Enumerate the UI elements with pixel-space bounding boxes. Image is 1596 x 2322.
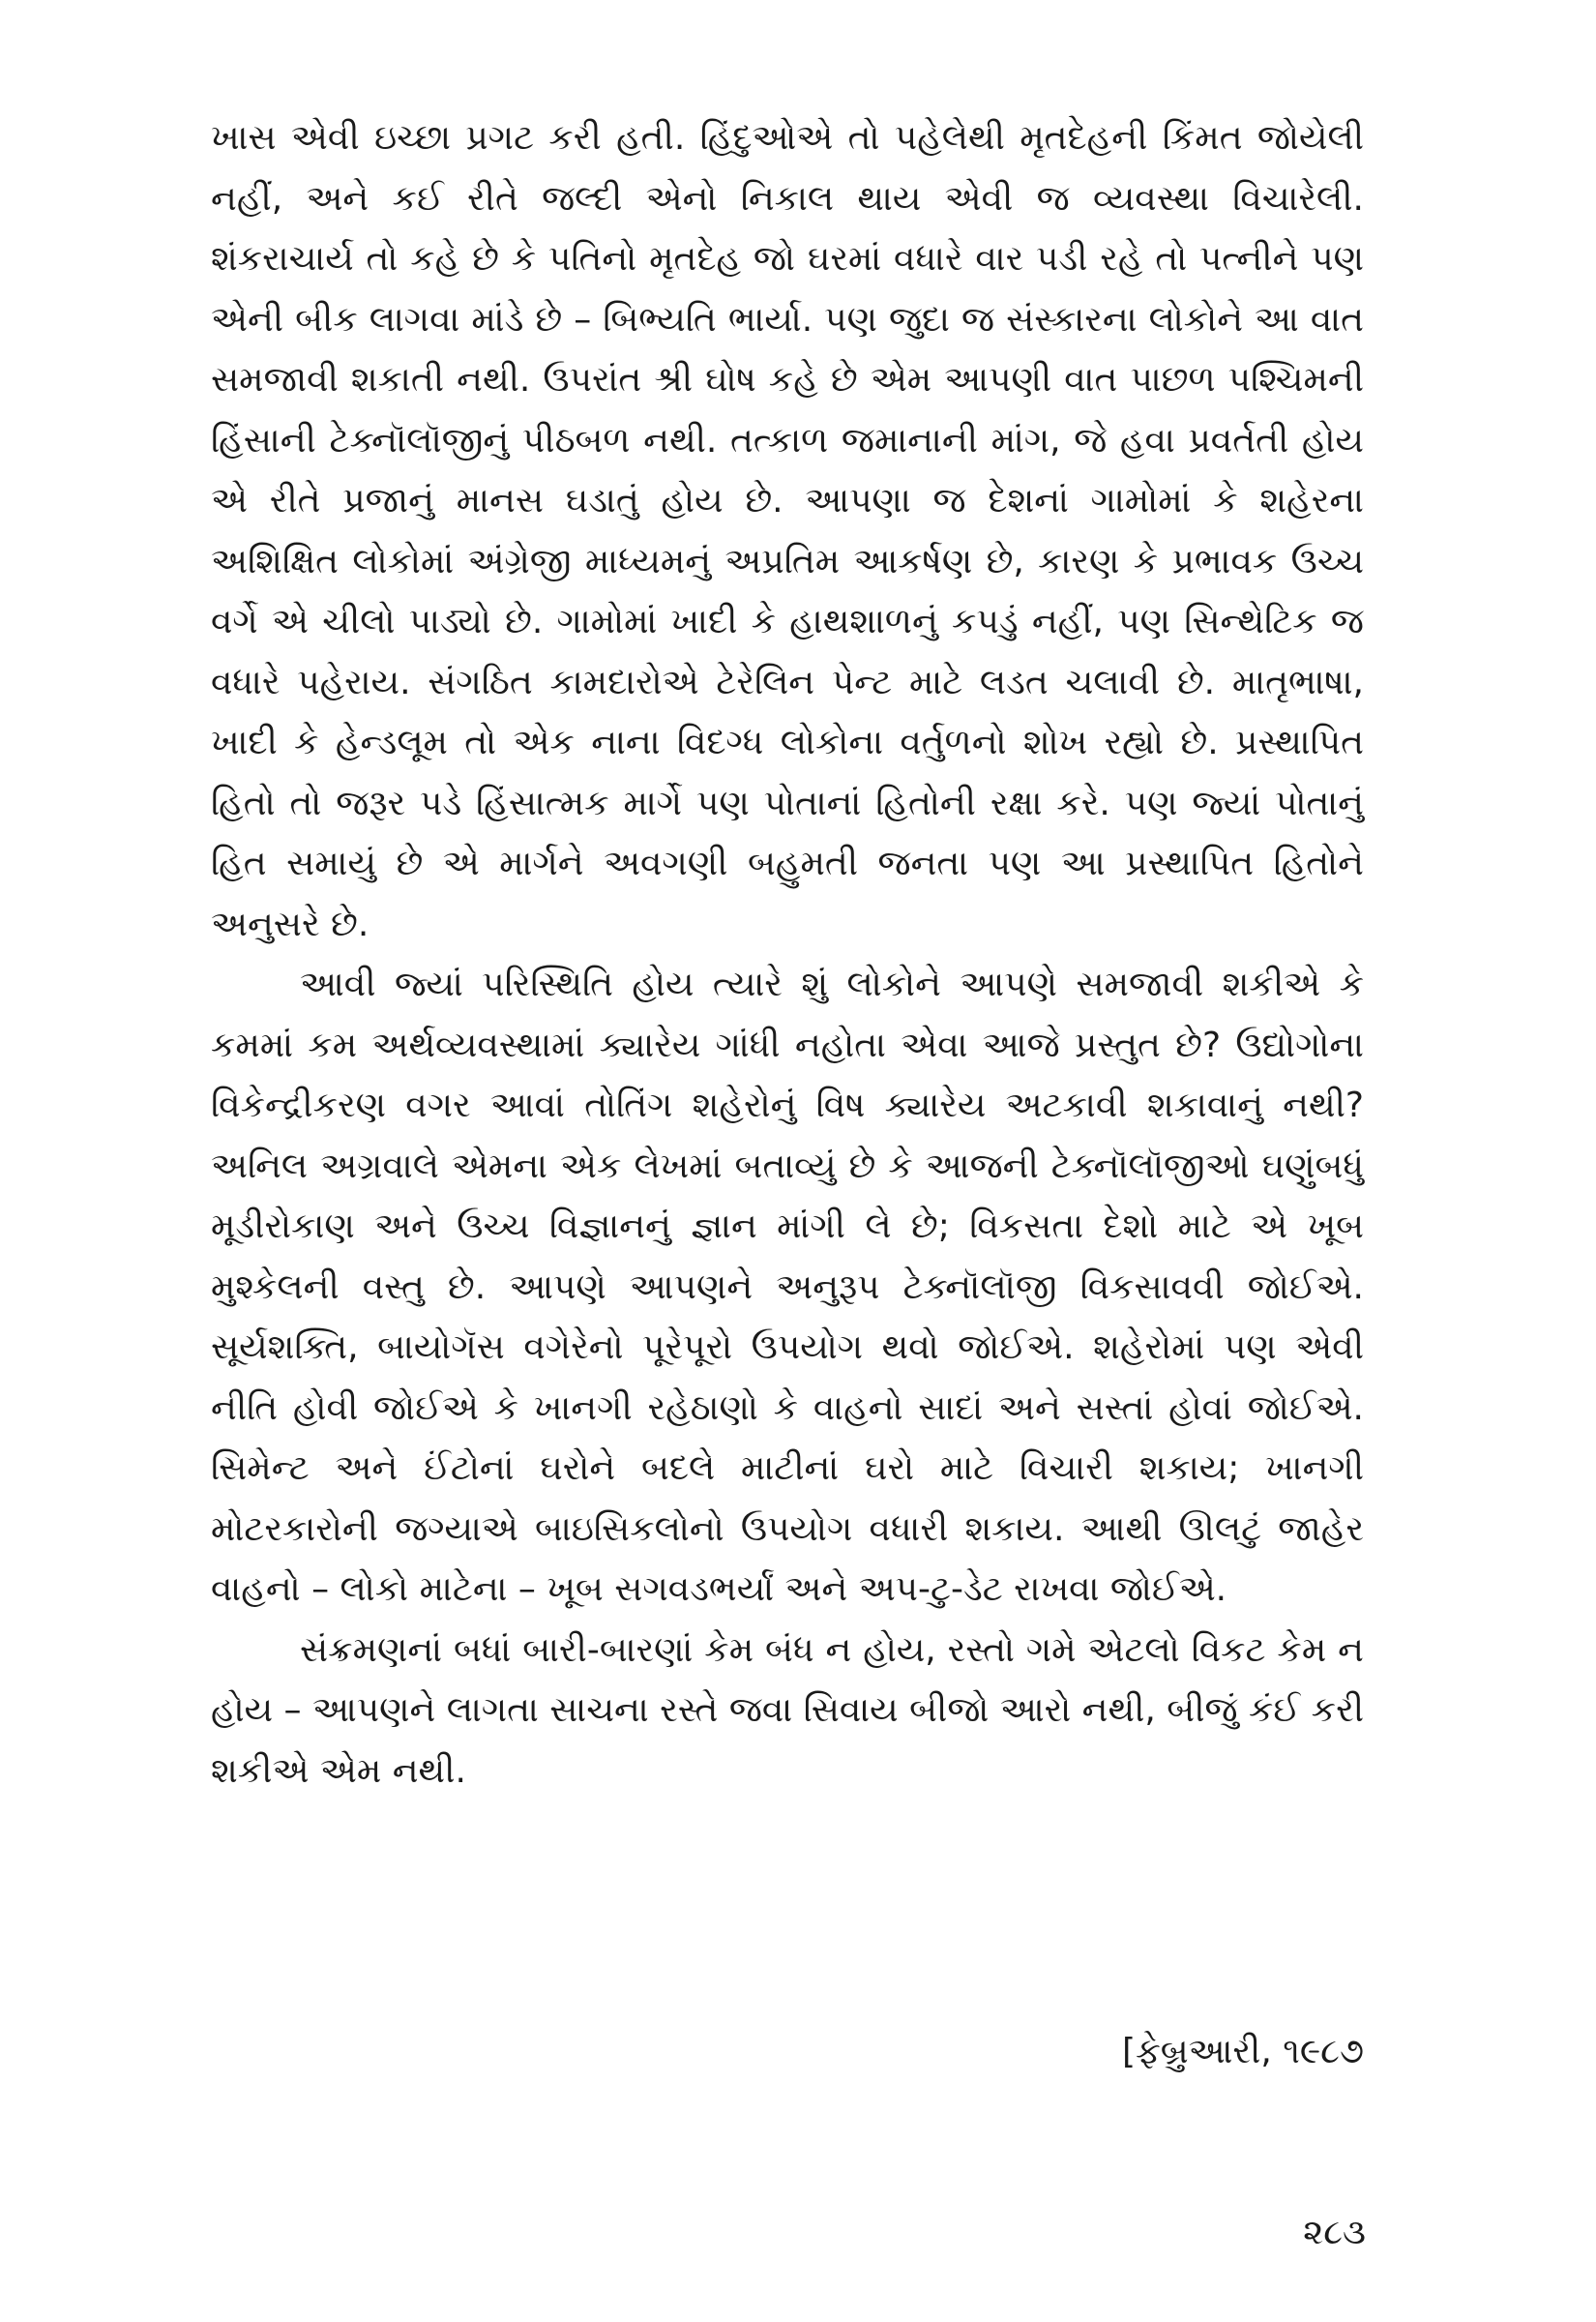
paragraph-3: સંક્રમણનાં બધાં બારી-બારણાં કેમ બંધ ન હોય, રસ્તો ગમે એટલો વિકટ કેમ ન હોય – આપણને લાગતા સાચના રસ્તે જવા સિવાય બીજો આરો નથી, બીજું કંઈ કરી શકીએ એમ નથી. [211, 1629, 1364, 1791]
paragraph-1: ખાસ એવી ઇચ્છા પ્રગટ કરી હતી. હિંદુઓએ તો પહેલેથી મૃતદેહની કિંમત જોયેલી નહીં, અને કઈ રીતે જલ્દી એનો નિકાલ થાય એવી જ વ્યવસ્થા વિચારેલી. શંકરાચાર્ય તો કહે છે કે પતિનો મૃતદેહ જો ઘરમાં વધારે વાર પડી રહે તો પત્નીને પણ એની બીક લાગવા માંડે છે – બિભ્યતિ ભાર્યા. પણ જુદા જ સંસ્કારના લોકોને આ વાત સમજાવી શકાતી નથી. ઉપરાંત શ્રી ઘોષ કહે છે એમ આપણી વાત પાછળ પશ્ચિમની હિંસાની ટેક્નૉલૉજીનું પીઠબળ નથી. તત્કાળ જમાનાની માંગ, જે હવા પ્રવર્તતી હોય એ રીતે પ્રજાનું માનસ ઘડાતું હોય છે. આપણા જ દેશનાં ગામોમાં કે શહેરના અશિક્ષિત લોકોમાં અંગ્રેજી માધ્યમનું અપ્રતિમ આકર્ષણ છે, કારણ કે પ્રભાવક ઉચ્ચ વર્ગે એ ચીલો પાડ્યો છે. ગામોમાં ખાદી કે હાથશાળનું કપડું નહીં, પણ સિન્થેટિક જ વધારે પહેરાય. સંગઠિત કામદારોએ ટેરેલિન પેન્ટ માટે લડત ચલાવી છે. માતૃભાષા, ખાદી કે હેન્ડલૂમ તો એક નાના વિદગ્ધ લોકોના વર્તુળનો શોખ રહ્યો છે. પ્રસ્થાપિત હિતો તો જરૂર પડે હિંસાત્મક માર્ગે પણ પોતાનાં હિતોની રક્ષા કરે. પણ જ્યાં પોતાનું હિત સમાયું છે એ માર્ગને અવગણી બહુમતી જનતા પણ આ પ્રસ્થાપિત હિતોને અનુસરે છે. [211, 118, 1364, 944]
page-number: ૨૮૩ [1303, 2213, 1366, 2252]
date-line: [ફેબ્રુઆરી, ૧૯૮૭ [1121, 2032, 1364, 2071]
paragraph-2: આવી જ્યાં પરિસ્થિતિ હોય ત્યારે શું લોકોને આપણે સમજાવી શકીએ કે કમમાં કમ અર્થવ્યવસ્થામાં ક્યારેય ગાંધી નહોતા એવા આજે પ્રસ્તુત છે? ઉદ્યોગોના વિકેન્દ્રીકરણ વગર આવાં તોતિંગ શહેરોનું વિષ ક્યારેય અટકાવી શકાવાનું નથી? અનિલ અગ્રવાલે એમના એક લેખમાં બતાવ્યું છે કે આજની ટેક્નૉલૉજીઓ ઘણુંબધું મૂડીરોકાણ અને ઉચ્ચ વિજ્ઞાનનું જ્ઞાન માંગી લે છે; વિકસતા દેશો માટે એ ખૂબ મુશ્કેલની વસ્તુ છે. આપણે આપણને અનુરૂપ ટેક્નૉલૉજી વિકસાવવી જોઈએ. સૂર્યશક્તિ, બાયોગૅસ વગેરેનો પૂરેપૂરો ઉપયોગ થવો જોઈએ. શહેરોમાં પણ એવી નીતિ હોવી જોઈએ કે ખાનગી રહેઠાણો કે વાહનો સાદાં અને સસ્તાં હોવાં જોઈએ. સિમેન્ટ અને ઈંટોનાં ઘરોને બદલે માટીનાં ઘરો માટે વિચારી શકાય; ખાનગી મોટરકારોની જગ્યાએ બાઇસિકલોનો ઉપયોગ વધારી શકાય. આથી ઊલટું જાહેર વાહનો – લોકો માટેના – ખૂબ સગવડભર્યાં અને અપ-ટુ-ડેટ રાખવા જોઈએ. [211, 965, 1364, 1609]
body-text [211, 108, 1364, 1801]
